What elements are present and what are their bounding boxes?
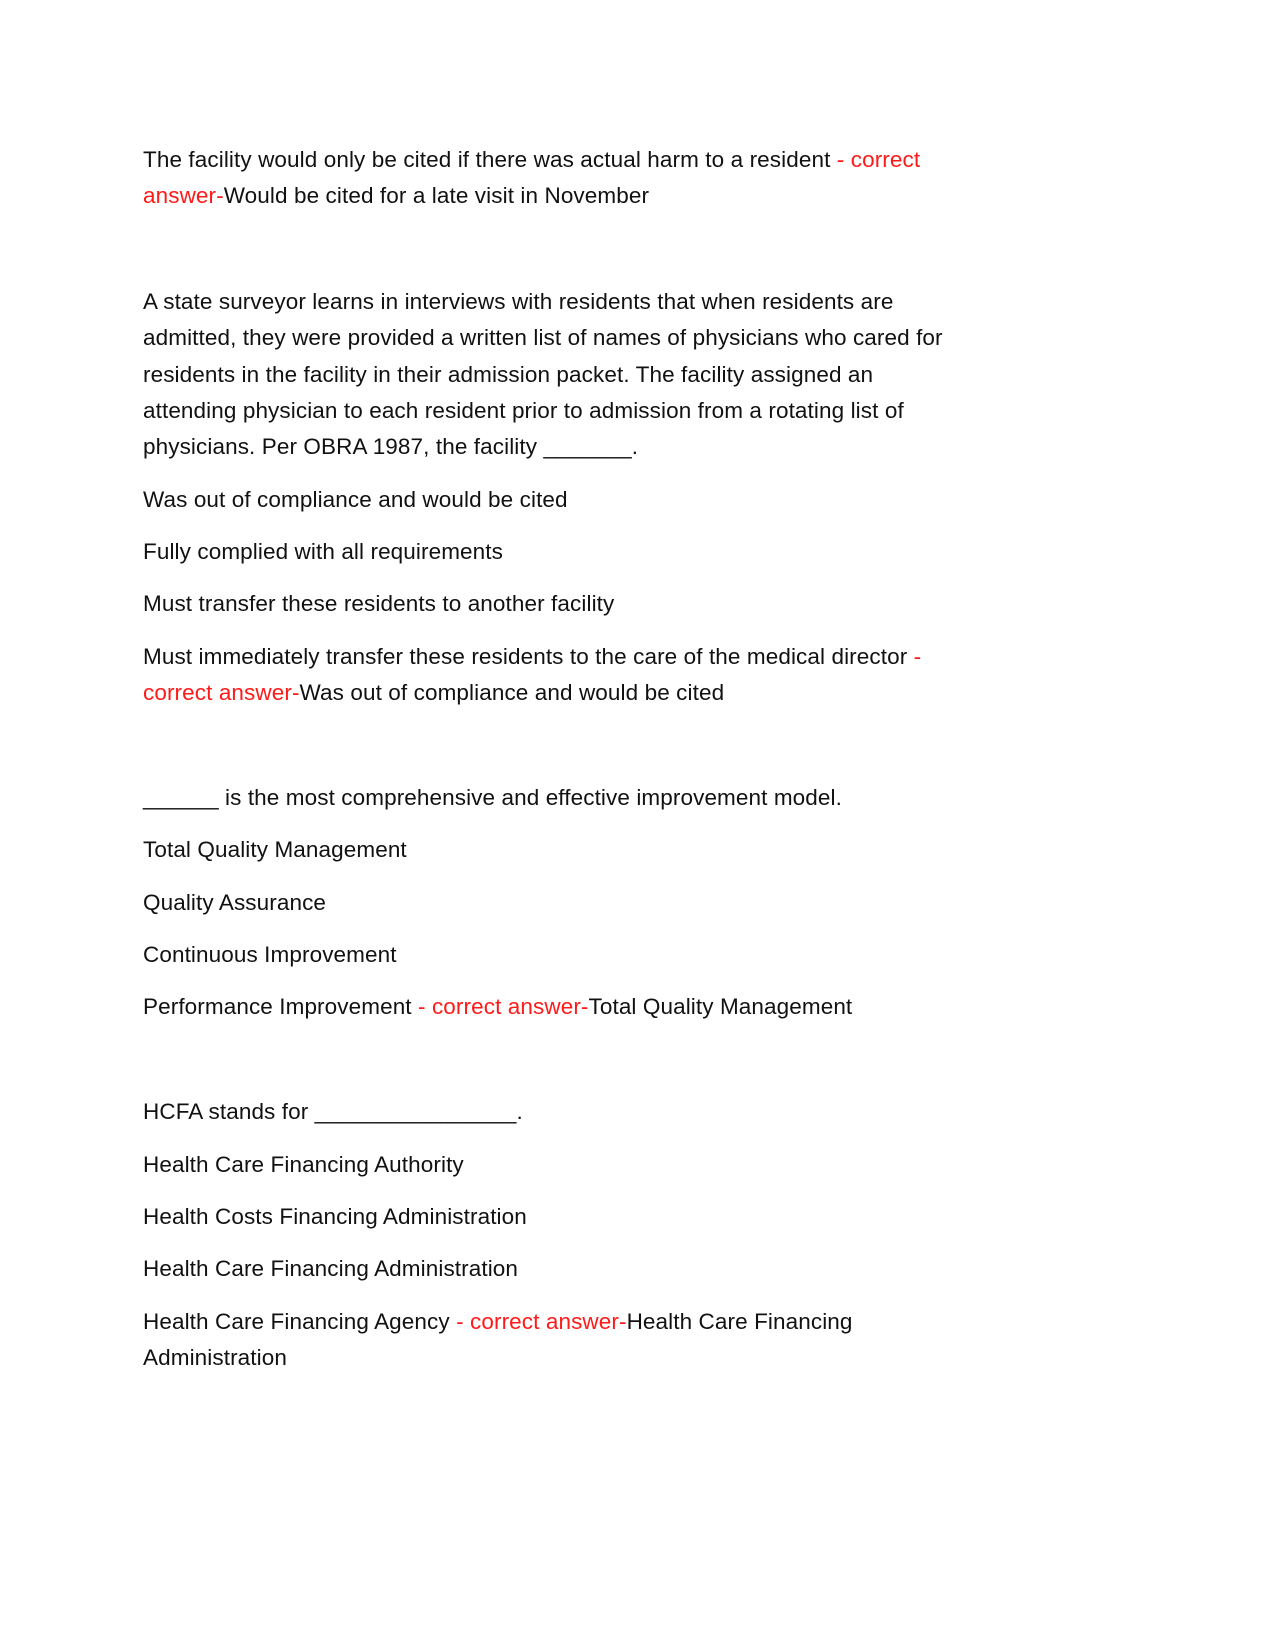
question-stem: HCFA stands for ________________. — [143, 1099, 523, 1124]
correct-answer-text: Was out of compliance and would be cited — [299, 680, 725, 705]
answer-line — [143, 675, 724, 711]
question-stem-line: residents in the facility in their admission packet. The facility assigned an — [143, 362, 874, 387]
correct-answer-marker: - correct answer- — [456, 1309, 627, 1334]
option-text: Was out of compliance and would be cited — [143, 487, 568, 512]
correct-answer-text: Health Care Financing — [626, 1309, 853, 1334]
correct-answer-marker: - — [913, 644, 922, 669]
option-text: Health Care Financing Agency — [143, 1309, 457, 1334]
option-line — [143, 142, 920, 178]
correct-answer-marker: - correct answer- — [418, 994, 589, 1019]
question-stem-line: physicians. Per OBRA 1987, the facility _______. — [143, 434, 639, 459]
correct-answer-marker: answer- — [143, 183, 224, 208]
correct-answer-text: Administration — [143, 1345, 287, 1370]
question-stem-line: A state surveyor learns in interviews with residents that when residents are — [143, 289, 894, 314]
option-text: Continuous Improvement — [143, 942, 397, 967]
question-stem-line: admitted, they were provided a written list of names of physicians who cared for — [143, 325, 943, 350]
option-text: Must immediately transfer these residents to the care of the medical director — [143, 644, 914, 669]
correct-answer-marker: correct answer- — [143, 680, 300, 705]
correct-answer-text: Would be cited for a late visit in November — [223, 183, 650, 208]
option-text: Total Quality Management — [143, 837, 407, 862]
question-stem-line: attending physician to each resident prior to admission from a rotating list of — [143, 398, 904, 423]
correct-answer-marker: - correct — [836, 147, 921, 172]
option-text: Health Costs Financing Administration — [143, 1204, 527, 1229]
option-line — [143, 639, 921, 675]
option-text: Fully complied with all requirements — [143, 539, 503, 564]
option-line — [143, 1304, 853, 1340]
option-text: The facility would only be cited if there was actual harm to a resident — [143, 147, 837, 172]
option-text: Health Care Financing Authority — [143, 1152, 464, 1177]
option-text: Quality Assurance — [143, 890, 327, 915]
option-text: Must transfer these residents to another facility — [143, 591, 615, 616]
option-line — [143, 989, 852, 1025]
correct-answer-text: Total Quality Management — [588, 994, 853, 1019]
question-stem: ______ is the most comprehensive and effective improvement model. — [143, 785, 842, 810]
option-text: Performance Improvement — [143, 994, 419, 1019]
option-text: Health Care Financing Administration — [143, 1256, 519, 1281]
answer-line — [143, 178, 649, 214]
